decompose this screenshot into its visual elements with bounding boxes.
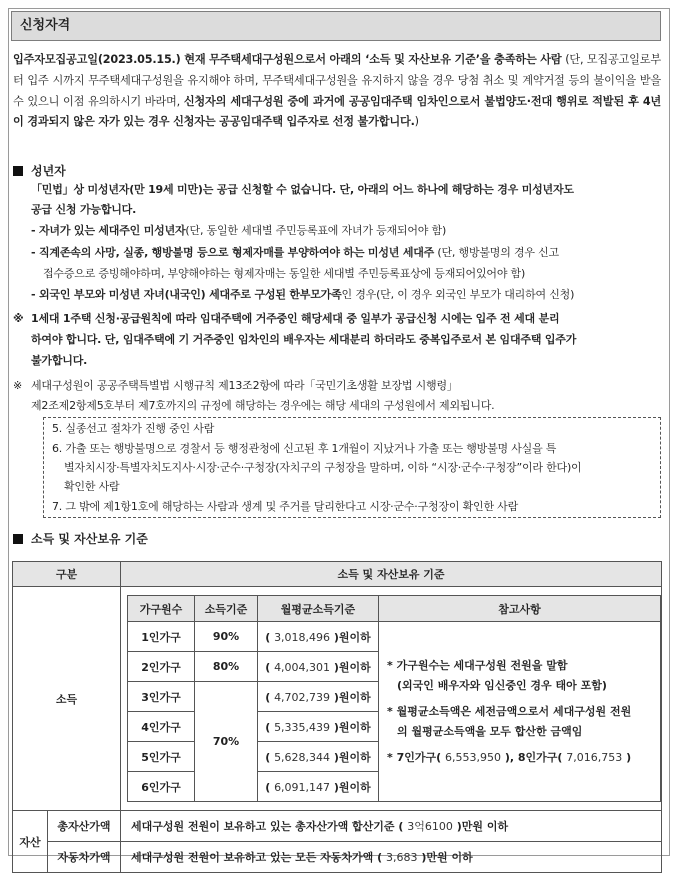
minor-item-3-bold: - 외국인 부모와 미성년 자녀(내국인) 세대주로 구성된 한부모가족 [31, 288, 342, 301]
col-category: 구분 [13, 562, 121, 587]
box-line-5: 7. 그 밖에 제1항1호에 해당하는 사람과 생계 및 주거를 달리한다고 시장·군수·구청장이 확인한 사람 [52, 500, 519, 513]
notes-cell [379, 622, 661, 802]
household-cell: 1인가구 [128, 622, 195, 652]
amount-suffix: )원이하 [333, 720, 371, 734]
total-asset-text-b: )만원 이하 [456, 820, 509, 833]
note-1b: (외국인 배우자와 임신중인 경우 태아 포함) [397, 678, 607, 692]
income-heading-text: 소득 및 자산보유 기준 [31, 532, 148, 546]
note2-mark: ※ [13, 379, 23, 392]
minor-heading-text: 성년자 [31, 164, 66, 178]
amount-suffix: )원이하 [333, 750, 371, 764]
minor-item-1-rest: (단, 동일한 세대별 주민등록표에 자녀가 등재되어야 함) [185, 224, 447, 237]
minor-item-3 [31, 285, 574, 305]
square-bullet-icon [13, 534, 23, 544]
amount-cell: ( 5,628,344 )원이하 [258, 742, 379, 772]
household-cell: 6인가구 [128, 772, 195, 802]
note1-line-2: 하여야 합니다. 단, 임대주택에 기 거주중인 임차인의 배우자는 세대분리 하더라도 중복입주로서 본 임대주택 입주가 [31, 333, 577, 346]
amount-cell: ( 5,335,439 )원이하 [258, 712, 379, 742]
household-cell: 3인가구 [128, 682, 195, 712]
amount-cell: ( 6,091,147 )원이하 [258, 772, 379, 802]
note1-line-1: 1세대 1주택 신청·공급원칙에 따라 임대주택에 거주중인 해당세대 중 일부가 공급신청 시에는 입주 전 세대 분리 [31, 312, 560, 325]
total-asset-text-a: 세대구성원 전원이 보유하고 있는 총자산가액 합산기준 ( [131, 820, 404, 833]
intro-paragraph [13, 50, 661, 133]
ratio-cell: 80% [195, 652, 258, 682]
intro-paren: (단, 모집공고일로부터 입주 시까지 무주택세대구성원을 유지해야 하며, 무주택세대구성원을 유지하지 않을 경우 당첨 취소 및 계약거절 등의 불이익을 받을 수 있으니 이점 유의하시기 바라며, [13, 53, 661, 108]
car-text-a: 세대구성원 전원이 보유하고 있는 모든 자동차가액 ( [131, 851, 383, 864]
inner-header-notes: 참고사항 [379, 596, 661, 622]
minor-item-1 [31, 221, 446, 241]
asset-label: 자산 [13, 811, 48, 873]
note-3-value-7: 6,553,950 [445, 750, 501, 764]
inner-header-amount: 월평균소득기준 [258, 596, 379, 622]
income-heading [13, 530, 148, 548]
car-text-b: )만원 이하 [421, 851, 473, 864]
household-cell: 2인가구 [128, 652, 195, 682]
household-cell: 5인가구 [128, 742, 195, 772]
minor-item-2-bold: - 직계존속의 사망, 실종, 행방불명 등으로 형제자매를 부양하여야 하는 미성년 세대주 [31, 246, 435, 259]
ratio-merged-cell: 70% [195, 682, 258, 802]
box-line-4: 확인한 사람 [64, 480, 120, 493]
section-title: 신청자격 [11, 11, 661, 41]
amount-value: 4,702,739 [274, 690, 331, 704]
amount-suffix: )원이하 [333, 630, 371, 644]
note-3-prefix: * 7인가구( [387, 750, 442, 764]
box-line-1: 5. 실종선고 절차가 진행 중인 사람 [52, 422, 215, 435]
ratio-cell: 90% [195, 622, 258, 652]
inner-header-household: 가구원수 [128, 596, 195, 622]
excluded-members-box [43, 417, 661, 518]
square-bullet-icon [13, 166, 23, 176]
intro-bold-lead: 입주자모집공고일(2023.05.15.) 현재 무주택세대구성원으로서 아래의 ‘소득 및 자산보유 기준’을 충족하는 사람 [13, 53, 566, 66]
note-3-end: ) [626, 750, 632, 764]
page-frame [8, 8, 670, 864]
minor-item-3-rest: 인 경우(단, 이 경우 외국인 부모가 대리하여 신청) [341, 288, 575, 301]
intro-end: ) [414, 115, 419, 129]
note-3-value-8: 7,016,753 [566, 750, 623, 764]
col-criteria: 소득 및 자산보유 기준 [121, 562, 662, 587]
amount-cell: ( 4,702,739 )원이하 [258, 682, 379, 712]
total-asset-criteria [121, 811, 662, 842]
car-value: 3,683 [386, 851, 418, 864]
total-asset-label: 총자산가액 [48, 811, 121, 842]
inner-header-ratio: 소득기준 [195, 596, 258, 622]
car-label: 자동차가액 [48, 842, 121, 873]
minor-item-2-rest: (단, 행방불명의 경우 신고 [434, 246, 559, 259]
minor-item-2-cont: 접수증으로 증빙해야하며, 부양해야하는 형제자매는 동일한 세대별 주민등록표상에 등재되어있어야 함) [43, 267, 526, 280]
income-inner-table [127, 595, 661, 802]
minor-heading [13, 162, 66, 180]
amount-suffix: )원이하 [333, 780, 371, 794]
note1-line-3: 불가합니다. [31, 354, 88, 367]
income-asset-table [12, 561, 662, 873]
amount-suffix: )원이하 [333, 660, 371, 674]
note2-line-1: 세대구성원이 공공주택특별법 시행규칙 제13조2항에 따라「국민기초생활 보장법 시행령」 [31, 379, 458, 392]
amount-value: 6,091,147 [274, 780, 331, 794]
income-cell [121, 587, 662, 811]
amount-value: 5,335,439 [274, 720, 331, 734]
box-line-2: 6. 가출 또는 행방불명으로 경찰서 등 행정관청에 신고된 후 1개월이 지났거나 가출 또는 행방불명 사실을 특 [52, 442, 557, 455]
amount-value: 4,004,301 [274, 660, 331, 674]
amount-value: 5,628,344 [274, 750, 331, 764]
intro-bold-warning: 신청자의 세대구성원 중에 과거에 공공임대주택 임차인으로서 불법양도·전대 행위로 적발된 후 4년이 경과되지 않은 자가 있는 경우 신청자는 공공임대주택 입주자로 선정 불가합니다. [13, 94, 662, 129]
amount-value: 3,018,496 [274, 630, 331, 644]
minor-line-1: 「민법」상 미성년자(만 19세 미만)는 공급 신청할 수 없습니다. 단, 아래의 어느 하나에 해당하는 경우 미성년자도 [31, 183, 574, 196]
amount-suffix: )원이하 [333, 690, 371, 704]
note-1a: * 가구원수는 세대구성원 전원을 말함 [387, 658, 568, 672]
box-line-3: 별자치시장·특별자치도지사·시장·군수·구청장(자치구의 구청장을 말하며, 이하 “시장·군수·구청장”이라 한다)이 [64, 461, 582, 474]
minor-item-2 [31, 243, 559, 263]
household-cell: 4인가구 [128, 712, 195, 742]
total-asset-value: 3억6100 [407, 820, 453, 833]
table-row [128, 622, 661, 652]
note-2a: * 월평균소득액은 세전금액으로서 세대구성원 전원 [387, 704, 632, 718]
minor-item-1-bold: - 자녀가 있는 세대주인 미성년자 [31, 224, 186, 237]
note2-line-2: 제2조제2항제5호부터 제7호까지의 규정에 해당하는 경우에는 해당 세대의 구성원에서 제외됩니다. [31, 399, 495, 412]
note-3 [387, 748, 652, 768]
note1-mark: ※ [13, 312, 24, 325]
amount-cell: ( 3,018,496 )원이하 [258, 622, 379, 652]
note-2b: 의 월평균소득액을 모두 합산한 금액임 [397, 724, 583, 738]
minor-line-2: 공급 신청 가능합니다. [31, 203, 137, 216]
amount-cell: ( 4,004,301 )원이하 [258, 652, 379, 682]
note-3-mid: ), 8인가구( [504, 750, 563, 764]
row-income-label: 소득 [13, 587, 121, 811]
